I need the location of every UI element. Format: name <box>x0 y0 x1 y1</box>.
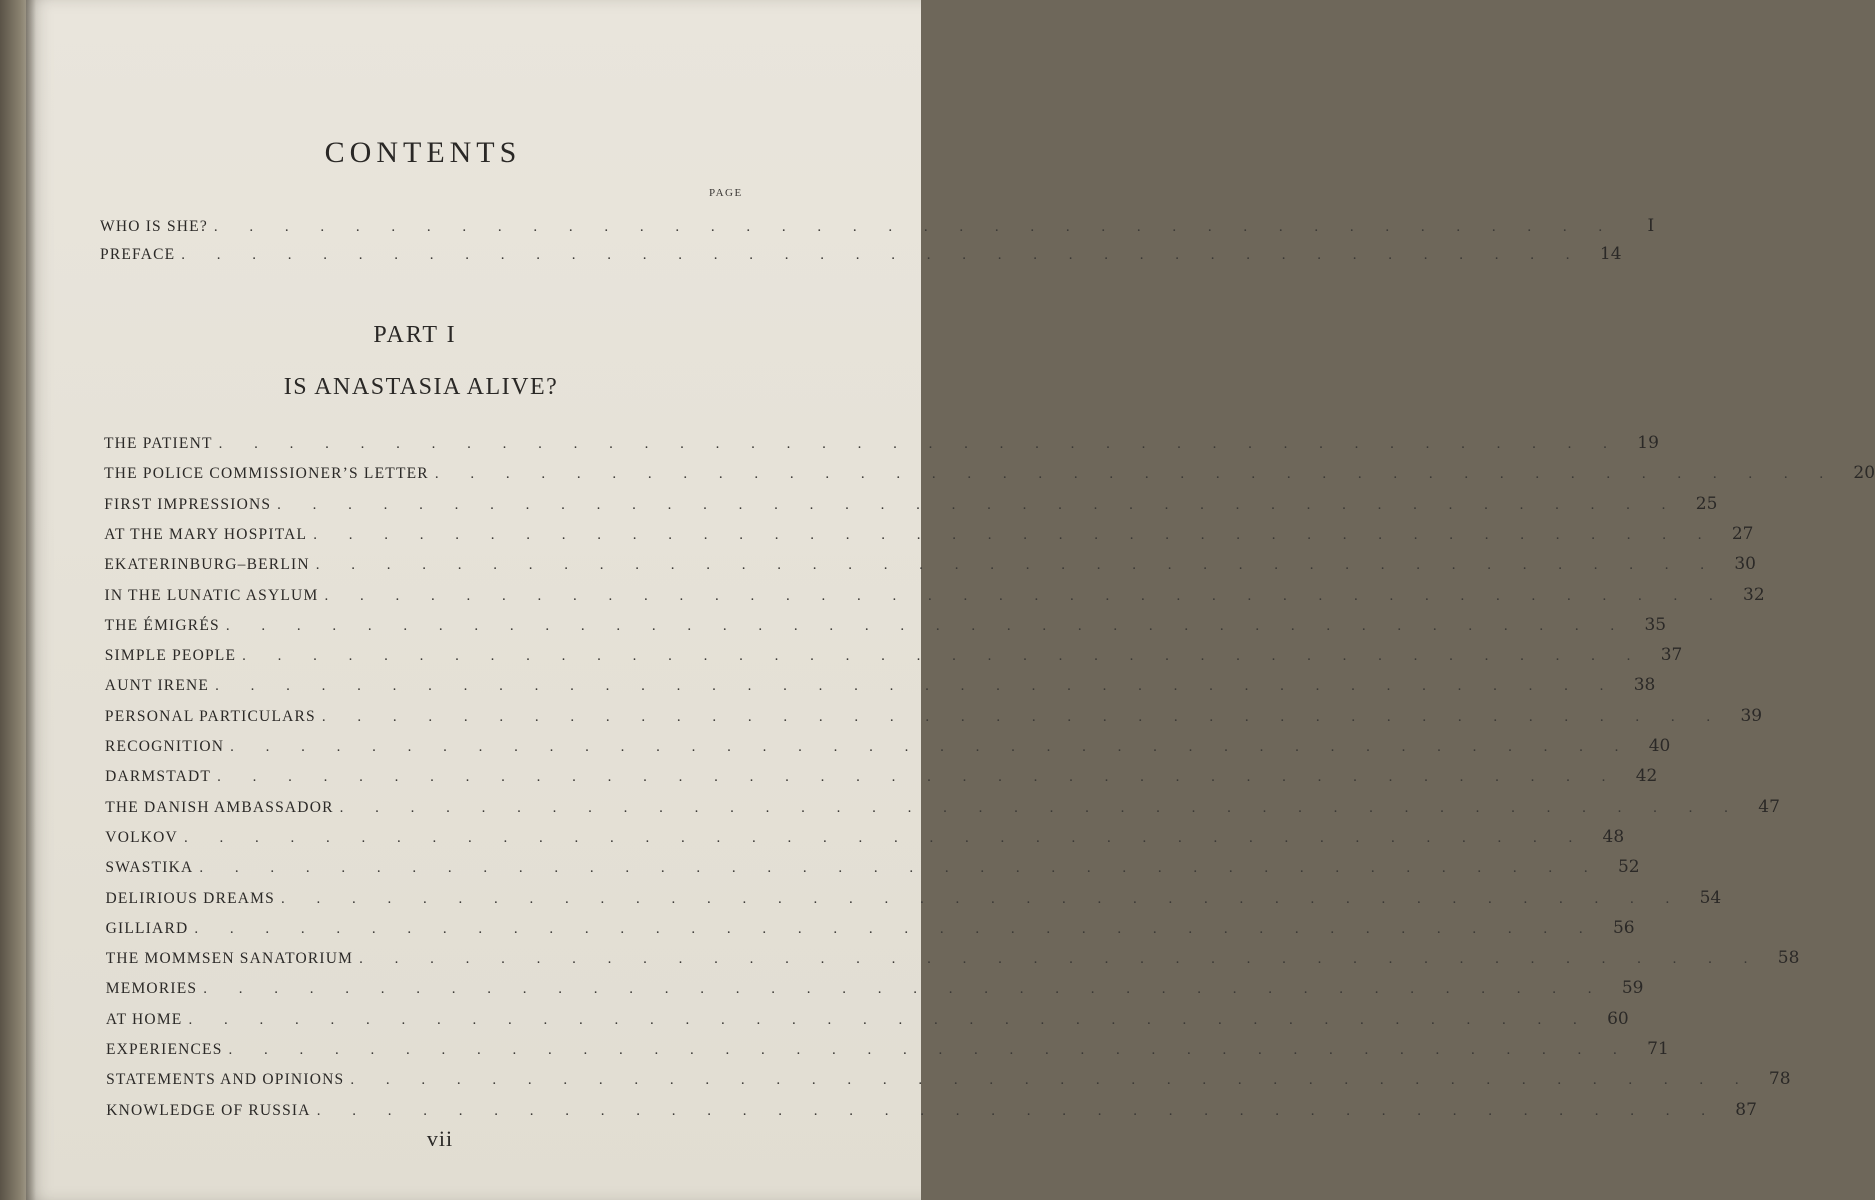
page-gutter-shadow <box>26 0 36 1200</box>
toc-entry-chapter <box>104 463 1875 487</box>
toc-entry-label: AT THE MARY HOSPITAL <box>104 525 308 543</box>
toc-entry-label: THE MOMMSEN SANATORIUM <box>105 950 354 968</box>
leader-dots: . . . . . . . . . . . . . . . . . . . . . . . . . . . . . . . . . . . . . . . . <box>194 920 1597 937</box>
leader-dots: . . . . . . . . . . . . . . . . . . . . . . . . . . . . . . . . . . . . . . . . <box>277 496 1680 513</box>
leader-dots: . . . . . . . . . . . . . . . . . . . . . . . . . . . . . . . . . . . . . . . . <box>359 951 1762 968</box>
toc-entry-chapter <box>105 826 1625 851</box>
toc-entry-chapter <box>105 796 1780 821</box>
leader-dots: . . . . . . . . . . . . . . . . . . . . . . . . . . . . . . . . . . . . . . . . <box>188 1011 1591 1028</box>
toc-entry-chapter <box>104 675 1656 699</box>
toc-entry-page: 58 <box>1777 948 1800 969</box>
toc-entry-label: KNOWLEDGE OF RUSSIA <box>106 1101 311 1119</box>
leader-dots: . . . . . . . . . . . . . . . . . . . . . . . . . . . . . . . . . . . . . . . . <box>350 1072 1753 1089</box>
toc-entry-page: 19 <box>1637 433 1659 453</box>
toc-entry-label: AT HOME <box>105 1010 183 1028</box>
leader-dots: . . . . . . . . . . . . . . . . . . . . . . . . . . . . . . . . . . . . . . . . <box>228 1042 1631 1058</box>
toc-entry-page: 56 <box>1612 917 1635 938</box>
toc-entry-label: EKATERINBURG–BERLIN <box>104 556 310 574</box>
leader-dots: . . . . . . . . . . . . . . . . . . . . . . . . . . . . . . . . . . . . . . . . <box>242 648 1645 665</box>
toc-entry-page: 35 <box>1644 614 1667 635</box>
toc-entry-chapter <box>105 857 1640 881</box>
toc-entry-page: 71 <box>1647 1039 1669 1059</box>
toc-entry-label: RECOGNITION <box>105 738 225 755</box>
page-column-label: PAGE <box>709 187 743 199</box>
toc-entry-chapter <box>105 1008 1629 1033</box>
leader-dots: . . . . . . . . . . . . . . . . . . . . . . . . . . . . . . . . . . . . . . . . <box>183 829 1587 846</box>
toc-entry-page: 47 <box>1758 796 1780 817</box>
toc-entry-label: THE POLICE COMMISSIONER’S LETTER <box>104 465 429 483</box>
toc-entry-label: GILLIARD <box>105 919 189 937</box>
part-title: IS ANASTASIA ALIVE? <box>283 374 559 400</box>
toc-entry-page: 42 <box>1635 766 1658 787</box>
toc-entry-label: EXPERIENCES <box>106 1041 223 1058</box>
toc-entry-label: SWASTIKA <box>105 859 194 877</box>
leader-dots: . . . . . . . . . . . . . . . . . . . . . . . . . . . . . . . . . . . . . . . . <box>316 1102 1719 1119</box>
toc-entry-chapter <box>106 1099 1757 1124</box>
toc-entry-label: WHO IS SHE? <box>100 218 208 235</box>
toc-entry-page: 25 <box>1695 493 1718 514</box>
toc-entry-chapter <box>105 948 1800 972</box>
leader-dots: . . . . . . . . . . . . . . . . . . . . . . . . . . . . . . . . . . . . . . . . <box>313 526 1716 543</box>
leader-dots: . . . . . . . . . . . . . . . . . . . . . . . . . . . . . . . . . . . . . . . . <box>339 799 1742 816</box>
toc-entry-label: VOLKOV <box>105 828 178 846</box>
leader-dots: . . . . . . . . . . . . . . . . . . . . . . . . . . . . . . . . . . . . . . . . <box>218 436 1621 452</box>
toc-entry-label: FIRST IMPRESSIONS <box>104 495 272 513</box>
toc-entry-label: THE DANISH AMBASSADOR <box>105 798 334 816</box>
toc-entry-label: PREFACE <box>100 246 176 263</box>
toc-entry-front-2 <box>100 244 1622 268</box>
leader-dots: . . . . . . . . . . . . . . . . . . . . . . . . . . . . . . . . . . . . . . . . <box>280 890 1684 907</box>
toc-entry-chapter <box>106 1069 1791 1093</box>
toc-entry-page: 59 <box>1621 978 1644 999</box>
toc-entry-page: 48 <box>1602 826 1625 847</box>
toc-entry-chapter <box>104 433 1659 457</box>
toc-entry-label: MEMORIES <box>105 980 198 998</box>
toc-entry-page: 60 <box>1607 1008 1629 1029</box>
toc-entry-chapter <box>104 705 1763 730</box>
toc-entry-page: 27 <box>1731 523 1754 544</box>
leader-dots: . . . . . . . . . . . . . . . . . . . . . . . . . . . . . . . . . . . . . . . . <box>230 739 1633 755</box>
toc-entry-page: 40 <box>1648 736 1671 756</box>
toc-entry-chapter <box>105 978 1644 1002</box>
leader-dots: . . . . . . . . . . . . . . . . . . . . . . . . . . . . . . . . . . . . . . . . <box>199 860 1602 877</box>
toc-entry-chapter <box>104 584 1765 609</box>
leader-dots: . . . . . . . . . . . . . . . . . . . . . . . . . . . . . . . . . . . . . . . . <box>434 466 1838 483</box>
toc-entry-chapter <box>104 614 1667 639</box>
toc-entry-page: 39 <box>1740 705 1763 726</box>
part-label: PART I <box>373 322 457 348</box>
toc-entry-page: I <box>1647 216 1655 236</box>
toc-entry-front-1 <box>100 216 1655 240</box>
leader-dots: . . . . . . . . . . . . . . . . . . . . . . . . . . . . . . . . . . . . . . . . <box>225 617 1629 634</box>
toc-entry-page: 87 <box>1735 1099 1757 1120</box>
leader-dots: . . . . . . . . . . . . . . . . . . . . . . . . . . . . . . . . . . . . . . . . <box>213 219 1617 235</box>
leader-dots: . . . . . . . . . . . . . . . . . . . . . . . . . . . . . . . . . . . . . . . . <box>315 557 1718 574</box>
toc-entry-chapter <box>105 887 1722 912</box>
leader-dots: . . . . . . . . . . . . . . . . . . . . . . . . . . . . . . . . . . . . . . . . <box>321 708 1725 725</box>
toc-entry-chapter <box>104 645 1683 669</box>
toc-entry-page: 52 <box>1617 857 1640 878</box>
toc-entry-chapter <box>104 523 1754 548</box>
toc-entry-page: 38 <box>1633 675 1656 696</box>
toc-entry-label: IN THE LUNATIC ASYLUM <box>104 586 319 604</box>
leader-dots: . . . . . . . . . . . . . . . . . . . . . . . . . . . . . . . . . . . . . . . . <box>181 247 1584 263</box>
toc-entry-page: 78 <box>1768 1069 1791 1090</box>
toc-entry-chapter <box>105 766 1658 790</box>
toc-entry-label: DELIRIOUS DREAMS <box>105 889 275 907</box>
toc-entry-label: PERSONAL PARTICULARS <box>104 707 316 725</box>
toc-entry-page: 14 <box>1599 244 1622 264</box>
toc-entry-page: 37 <box>1660 645 1683 666</box>
toc-entry-label: THE ÉMIGRÉS <box>104 616 220 634</box>
toc-entry-page: 54 <box>1699 887 1722 908</box>
toc-entry-chapter <box>104 554 1756 578</box>
leader-dots: . . . . . . . . . . . . . . . . . . . . . . . . . . . . . . . . . . . . . . . . <box>217 769 1620 786</box>
toc-entry-label: SIMPLE PEOPLE <box>104 647 237 665</box>
toc-entry-page: 30 <box>1734 554 1756 575</box>
toc-entry-page: 32 <box>1743 584 1765 605</box>
toc-entry-label: DARMSTADT <box>105 768 212 786</box>
toc-entry-chapter <box>104 493 1718 518</box>
contents-heading: CONTENTS <box>324 136 522 169</box>
toc-entry-chapter <box>105 917 1635 942</box>
toc-entry-label: STATEMENTS AND OPINIONS <box>106 1071 345 1089</box>
toc-entry-chapter <box>106 1039 1669 1063</box>
toc-entry-label: THE PATIENT <box>104 435 213 452</box>
leader-dots: . . . . . . . . . . . . . . . . . . . . . . . . . . . . . . . . . . . . . . . . <box>203 981 1606 998</box>
leader-dots: . . . . . . . . . . . . . . . . . . . . . . . . . . . . . . . . . . . . . . . . <box>324 587 1727 604</box>
toc-entry-chapter <box>105 736 1671 760</box>
page-folio: vii <box>426 1126 454 1151</box>
toc-entry-page: 20 <box>1853 463 1875 484</box>
leader-dots: . . . . . . . . . . . . . . . . . . . . . . . . . . . . . . . . . . . . . . . . <box>215 678 1618 695</box>
toc-entry-label: AUNT IRENE <box>104 677 210 695</box>
